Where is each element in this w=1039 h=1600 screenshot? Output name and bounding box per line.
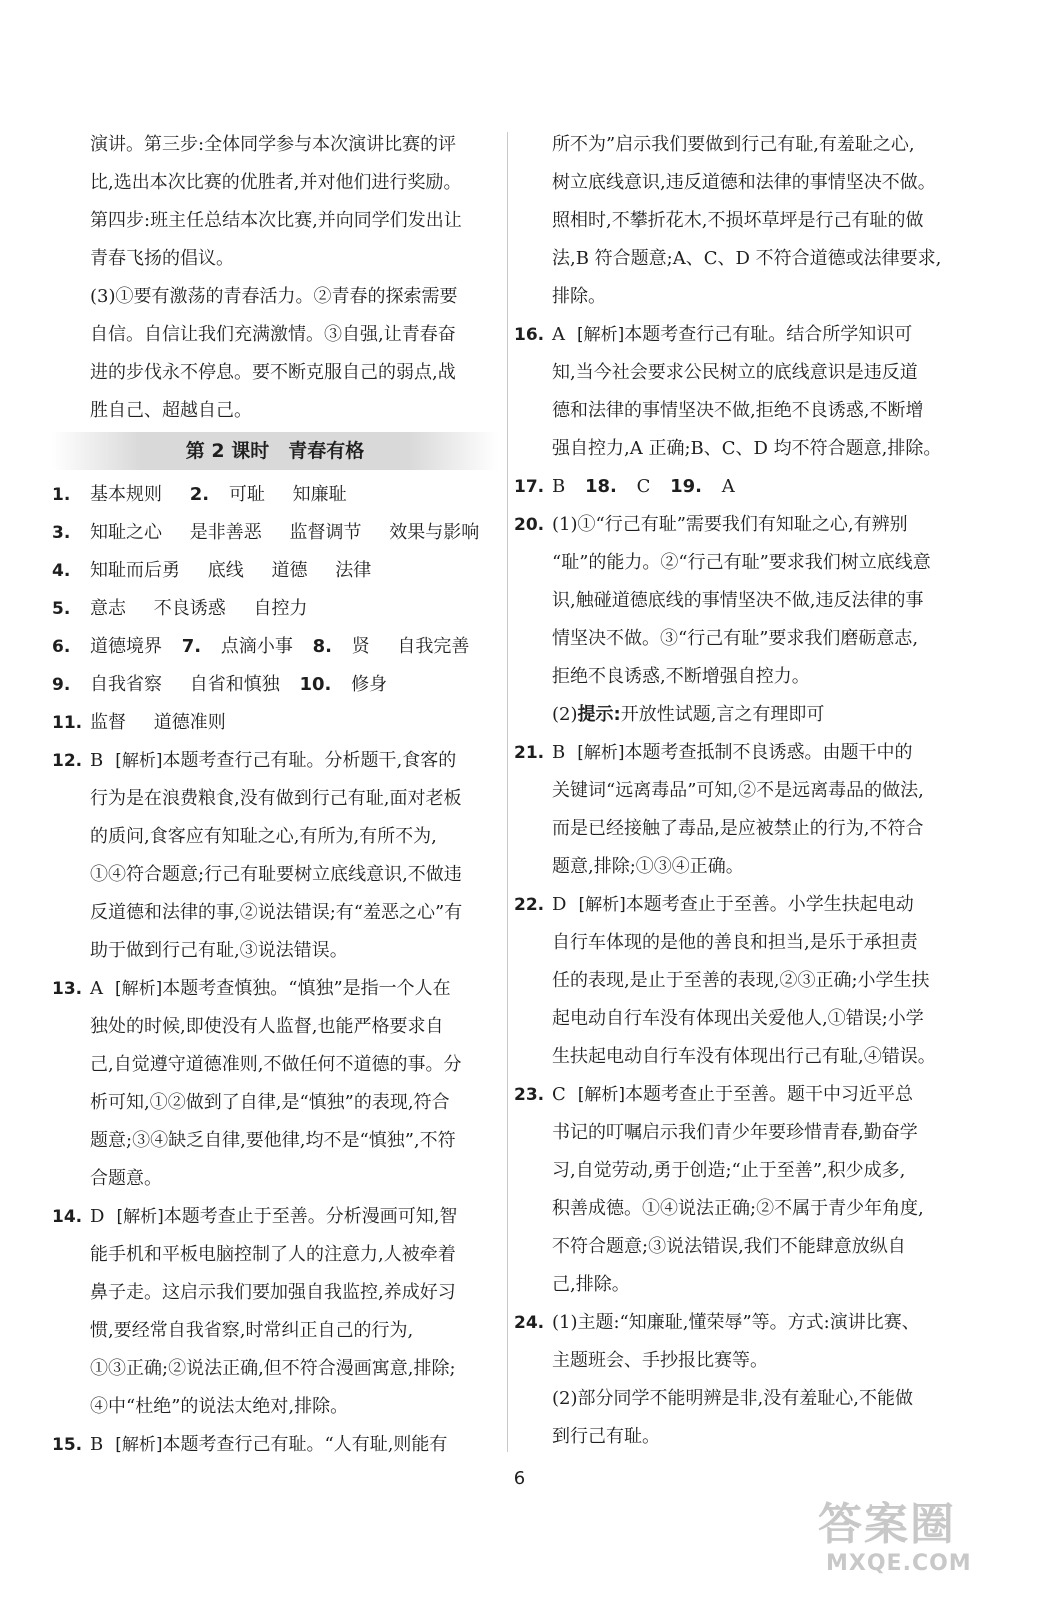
answer-text: 意志 (90, 598, 126, 619)
text-line (90, 1198, 498, 1236)
question-number: 20. (514, 515, 545, 535)
answer-choice: C (636, 476, 651, 497)
answer-text: 道德准则 (153, 712, 226, 733)
text-line: 析可知,①②做到了自律,是“慎独”的表现,符合 (90, 1092, 450, 1113)
text-line: 反道德和法律的事,②说法错误;有“羞恶之心”有 (90, 902, 463, 923)
text-line: 题意;③④缺乏自律,要他律,均不是“慎独”,不符 (90, 1130, 456, 1151)
text-line: (3)①要有激荡的青春活力。②青春的探索需要 (90, 286, 458, 307)
question-number: 22. (514, 895, 545, 915)
question-number: 14. (52, 1207, 83, 1227)
answer-item-15 (52, 1426, 498, 1464)
answer-text: 道德境界 (90, 636, 162, 657)
question-number: 24. (514, 1313, 545, 1333)
answer-text: 监督 (90, 712, 126, 733)
text-line: 主题班会、手抄报比赛等。 (552, 1350, 768, 1371)
answer-item-12 (52, 742, 498, 970)
text-line: 书记的叮嘱启示我们青少年要珍惜青春,勤奋学 (552, 1122, 918, 1143)
answer-item-16 (514, 316, 966, 468)
text-line: 到行己有耻。 (552, 1426, 660, 1447)
answer-text: 修身 (351, 674, 388, 695)
text-line: 己,排除。 (552, 1274, 630, 1295)
text-line: 青春飞扬的倡议。 (90, 248, 234, 269)
answer-text: 知耻而后勇 (90, 560, 180, 581)
question-number: 23. (514, 1085, 545, 1105)
question-number: 18. (584, 476, 617, 497)
answer-row-4 (52, 552, 498, 590)
analysis-tag: [解析] (577, 743, 625, 763)
text-line: ①③正确;②说法正确,但不符合漫画寓意,排除; (90, 1358, 456, 1379)
answer-item-23 (514, 1076, 966, 1304)
answer-text: 自省和慎独 (189, 674, 280, 695)
text-line (552, 316, 966, 354)
text-line: 鼻子走。这启示我们要加强自我监控,养成好习 (90, 1282, 456, 1303)
text-line: 排除。 (552, 286, 606, 307)
text-line: 助于做到行己有耻,③说法错误。 (90, 940, 348, 961)
answer-text: 效果与影响 (389, 522, 480, 543)
answer-text: 监督调节 (289, 522, 362, 543)
page-number: 6 (513, 1468, 526, 1489)
text-line: 演讲。第三步:全体同学参与本次演讲比赛的评 (90, 134, 457, 155)
text-line: 自信。自信让我们充满激情。③自强,让青春奋 (90, 324, 456, 345)
text-line: 识,触碰道德底线的事情坚决不做,违反法律的事 (552, 590, 924, 611)
hint-text: 开放性试题,言之有理即可 (620, 704, 825, 725)
answer-item-13 (52, 970, 498, 1198)
answer-row-6-8 (52, 628, 498, 666)
answer-row-1-2 (52, 476, 498, 514)
watermark-logo (818, 1500, 1028, 1590)
text-line: 情坚决不做。③“行己有耻”要求我们磨砺意志, (552, 628, 919, 649)
continued-answer-block-15 (514, 126, 966, 316)
text-line: 任的表现,是止于至善的表现,②③正确;小学生扶 (552, 970, 930, 991)
answer-row-11 (52, 704, 498, 742)
question-number: 3. (52, 523, 71, 543)
analysis-text: 本题考查行己有耻。结合所学知识可 (624, 324, 913, 345)
answer-text: 自控力 (253, 598, 308, 619)
analysis-text: 本题考查止于至善。题干中习近平总 (625, 1084, 914, 1105)
question-number: 7. (181, 636, 202, 657)
text-line: 习,自觉劳动,勇于创造;“止于至善”,积少成多, (552, 1160, 906, 1181)
answer-choice: A (90, 978, 103, 999)
text-line: 胜自己、超越自己。 (90, 400, 252, 421)
text-line (552, 1076, 966, 1114)
answer-row-9-10 (52, 666, 498, 704)
text-line: 法,B 符合题意;A、C、D 不符合道德或法律要求, (552, 248, 942, 269)
question-number: 8. (312, 636, 332, 657)
question-number: 17. (514, 477, 545, 497)
analysis-tag: [解析] (115, 751, 163, 771)
section-title: 第 2 课时 青春有格 (52, 432, 498, 470)
answer-text: 不良诱惑 (153, 598, 226, 619)
text-line: ④中“杜绝”的说法太绝对,排除。 (90, 1396, 349, 1417)
answer-item-20 (514, 506, 966, 734)
text-line: 照相时,不攀折花木,不损坏草坪是行己有耻的做 (552, 210, 924, 231)
answer-text: 自我完善 (397, 636, 470, 657)
continued-answer-block-1 (52, 126, 498, 278)
question-number: 5. (52, 599, 71, 619)
answer-choice: A (721, 476, 735, 497)
answer-choice: B (552, 476, 566, 497)
analysis-tag: [解析] (578, 895, 626, 915)
text-line (90, 1426, 498, 1464)
text-line: 己,自觉遵守道德准则,不做任何不道德的事。分 (90, 1054, 462, 1075)
watermark-text: 答案圈 (818, 1499, 956, 1550)
part-prefix: (2) (552, 704, 578, 725)
answer-text: 贤 (351, 636, 370, 657)
text-line: 不符合题意;③说法错误,我们不能肆意放纵自 (552, 1236, 906, 1257)
text-line (552, 696, 966, 734)
question-number: 21. (514, 743, 545, 763)
analysis-text: 本题考查慎独。“慎独”是指一个人在 (162, 978, 451, 999)
analysis-tag: [解析] (115, 979, 163, 999)
text-line: 独处的时候,即使没有人监督,也能严格要求自 (90, 1016, 444, 1037)
answer-row-17-19 (514, 468, 966, 506)
text-line: (1)主题:“知廉耻,懂荣辱”等。方式:演讲比赛、 (552, 1312, 920, 1333)
column-divider (507, 132, 508, 1452)
text-line: 起电动自行车没有体现出关爱他人,①错误;小学 (552, 1008, 924, 1029)
answer-text: 点滴小事 (220, 636, 293, 657)
answer-text: 知耻之心 (90, 522, 162, 543)
answer-row-5 (52, 590, 498, 628)
analysis-text: 本题考查止于至善。小学生扶起电动 (625, 894, 914, 915)
text-line: 题意,排除;①③④正确。 (552, 856, 744, 877)
answer-choice: B (552, 742, 566, 763)
text-line: 自行车体现的是他的善良和担当,是乐于承担责 (552, 932, 918, 953)
analysis-tag: [解析] (115, 1435, 163, 1455)
text-line (552, 886, 966, 924)
answer-text: 自我省察 (90, 674, 162, 695)
analysis-tag: [解析] (116, 1207, 164, 1227)
question-number: 13. (52, 979, 83, 999)
text-line (90, 970, 498, 1008)
text-line: 知,当今社会要求公民树立的底线意识是违反道 (552, 362, 918, 383)
question-number: 19. (670, 476, 702, 497)
text-line: 树立底线意识,违反道德和法律的事情坚决不做。 (552, 172, 936, 193)
answer-text: 可耻 (228, 484, 265, 505)
answer-choice: B (90, 750, 104, 771)
question-number: 16. (514, 325, 545, 345)
text-line: 的质问,食客应有知耻之心,有所为,有所不为, (90, 826, 437, 847)
question-number: 12. (52, 751, 83, 771)
question-number: 1. (52, 485, 71, 505)
answer-item-21 (514, 734, 966, 886)
analysis-text: 本题考查抵制不良诱惑。由题干中的 (624, 742, 913, 763)
text-line (90, 742, 498, 780)
text-line: 而是已经接触了毒品,是应被禁止的行为,不符合 (552, 818, 924, 839)
text-line: 行为是在浪费粮食,没有做到行己有耻,面对老板 (90, 788, 462, 809)
answer-choice: D (552, 894, 567, 915)
answer-choice: A (552, 324, 565, 345)
text-line: 能手机和平板电脑控制了人的注意力,人被牵着 (90, 1244, 456, 1265)
answer-row-3 (52, 514, 498, 552)
answer-item-22 (514, 886, 966, 1076)
question-number: 2. (189, 484, 210, 505)
answer-choice: D (90, 1206, 105, 1227)
answer-text: 是非善恶 (189, 522, 262, 543)
answer-text: 知廉耻 (292, 484, 347, 505)
question-number: 6. (52, 637, 71, 657)
left-column (52, 126, 498, 1464)
analysis-text: 本题考查行己有耻。分析题干,食客的 (162, 750, 457, 771)
answer-item-14 (52, 1198, 498, 1426)
watermark-url: MXQE.COM (826, 1551, 972, 1576)
text-line: ①④符合题意;行己有耻要树立底线意识,不做违 (90, 864, 462, 885)
analysis-tag: [解析] (577, 325, 625, 345)
answer-text: 道德 (271, 560, 308, 581)
answer-choice: B (90, 1434, 104, 1455)
text-line: 强自控力,A 正确;B、C、D 均不符合题意,排除。 (552, 438, 942, 459)
question-number: 9. (52, 675, 71, 695)
hint-label: 提示: (577, 704, 621, 725)
continued-answer-block-2 (52, 278, 498, 430)
text-line: 进的步伐永不停息。要不断克服自己的弱点,战 (90, 362, 456, 383)
analysis-text: 本题考查止于至善。分析漫画可知,智 (163, 1206, 458, 1227)
text-line: 积善成德。①④说法正确;②不属于青少年角度, (552, 1198, 924, 1219)
text-line (552, 734, 966, 772)
answer-choice: C (552, 1084, 566, 1105)
text-line: 拒绝不良诱惑,不断增强自控力。 (552, 666, 810, 687)
text-line: 第四步:班主任总结本次比赛,并向同学们发出让 (90, 210, 462, 231)
analysis-tag: [解析] (577, 1085, 626, 1105)
answer-text: 底线 (207, 560, 244, 581)
text-line: (1)①“行己有耻”需要我们有知耻之心,有辨别 (552, 514, 908, 535)
right-column (514, 126, 966, 1456)
answer-text: 基本规则 (90, 484, 162, 505)
text-line: 生扶起电动自行车没有体现出行己有耻,④错误。 (552, 1046, 936, 1067)
text-line: 合题意。 (90, 1168, 162, 1189)
text-line: 惯,要经常自我省察,时常纠正自己的行为, (90, 1320, 414, 1341)
question-number: 11. (52, 713, 83, 733)
text-line: “耻”的能力。②“行己有耻”要求我们树立底线意 (552, 552, 931, 573)
text-line: 所不为”启示我们要做到行己有耻,有羞耻之心, (552, 134, 915, 155)
question-number: 4. (52, 561, 71, 581)
text-line: 德和法律的事情坚决不做,拒绝不良诱惑,不断增 (552, 400, 924, 421)
analysis-text: 本题考查行己有耻。“人有耻,则能有 (162, 1434, 448, 1455)
question-number: 10. (299, 674, 332, 695)
question-number: 15. (52, 1435, 83, 1455)
text-line: 比,选出本次比赛的优胜者,并对他们进行奖励。 (90, 172, 462, 193)
answer-item-24 (514, 1304, 966, 1456)
text-line: 关键词“远离毒品”可知,②不是远离毒品的做法, (552, 780, 924, 801)
text-line: (2)部分同学不能明辨是非,没有羞耻心,不能做 (552, 1388, 913, 1409)
answer-text: 法律 (335, 560, 372, 581)
